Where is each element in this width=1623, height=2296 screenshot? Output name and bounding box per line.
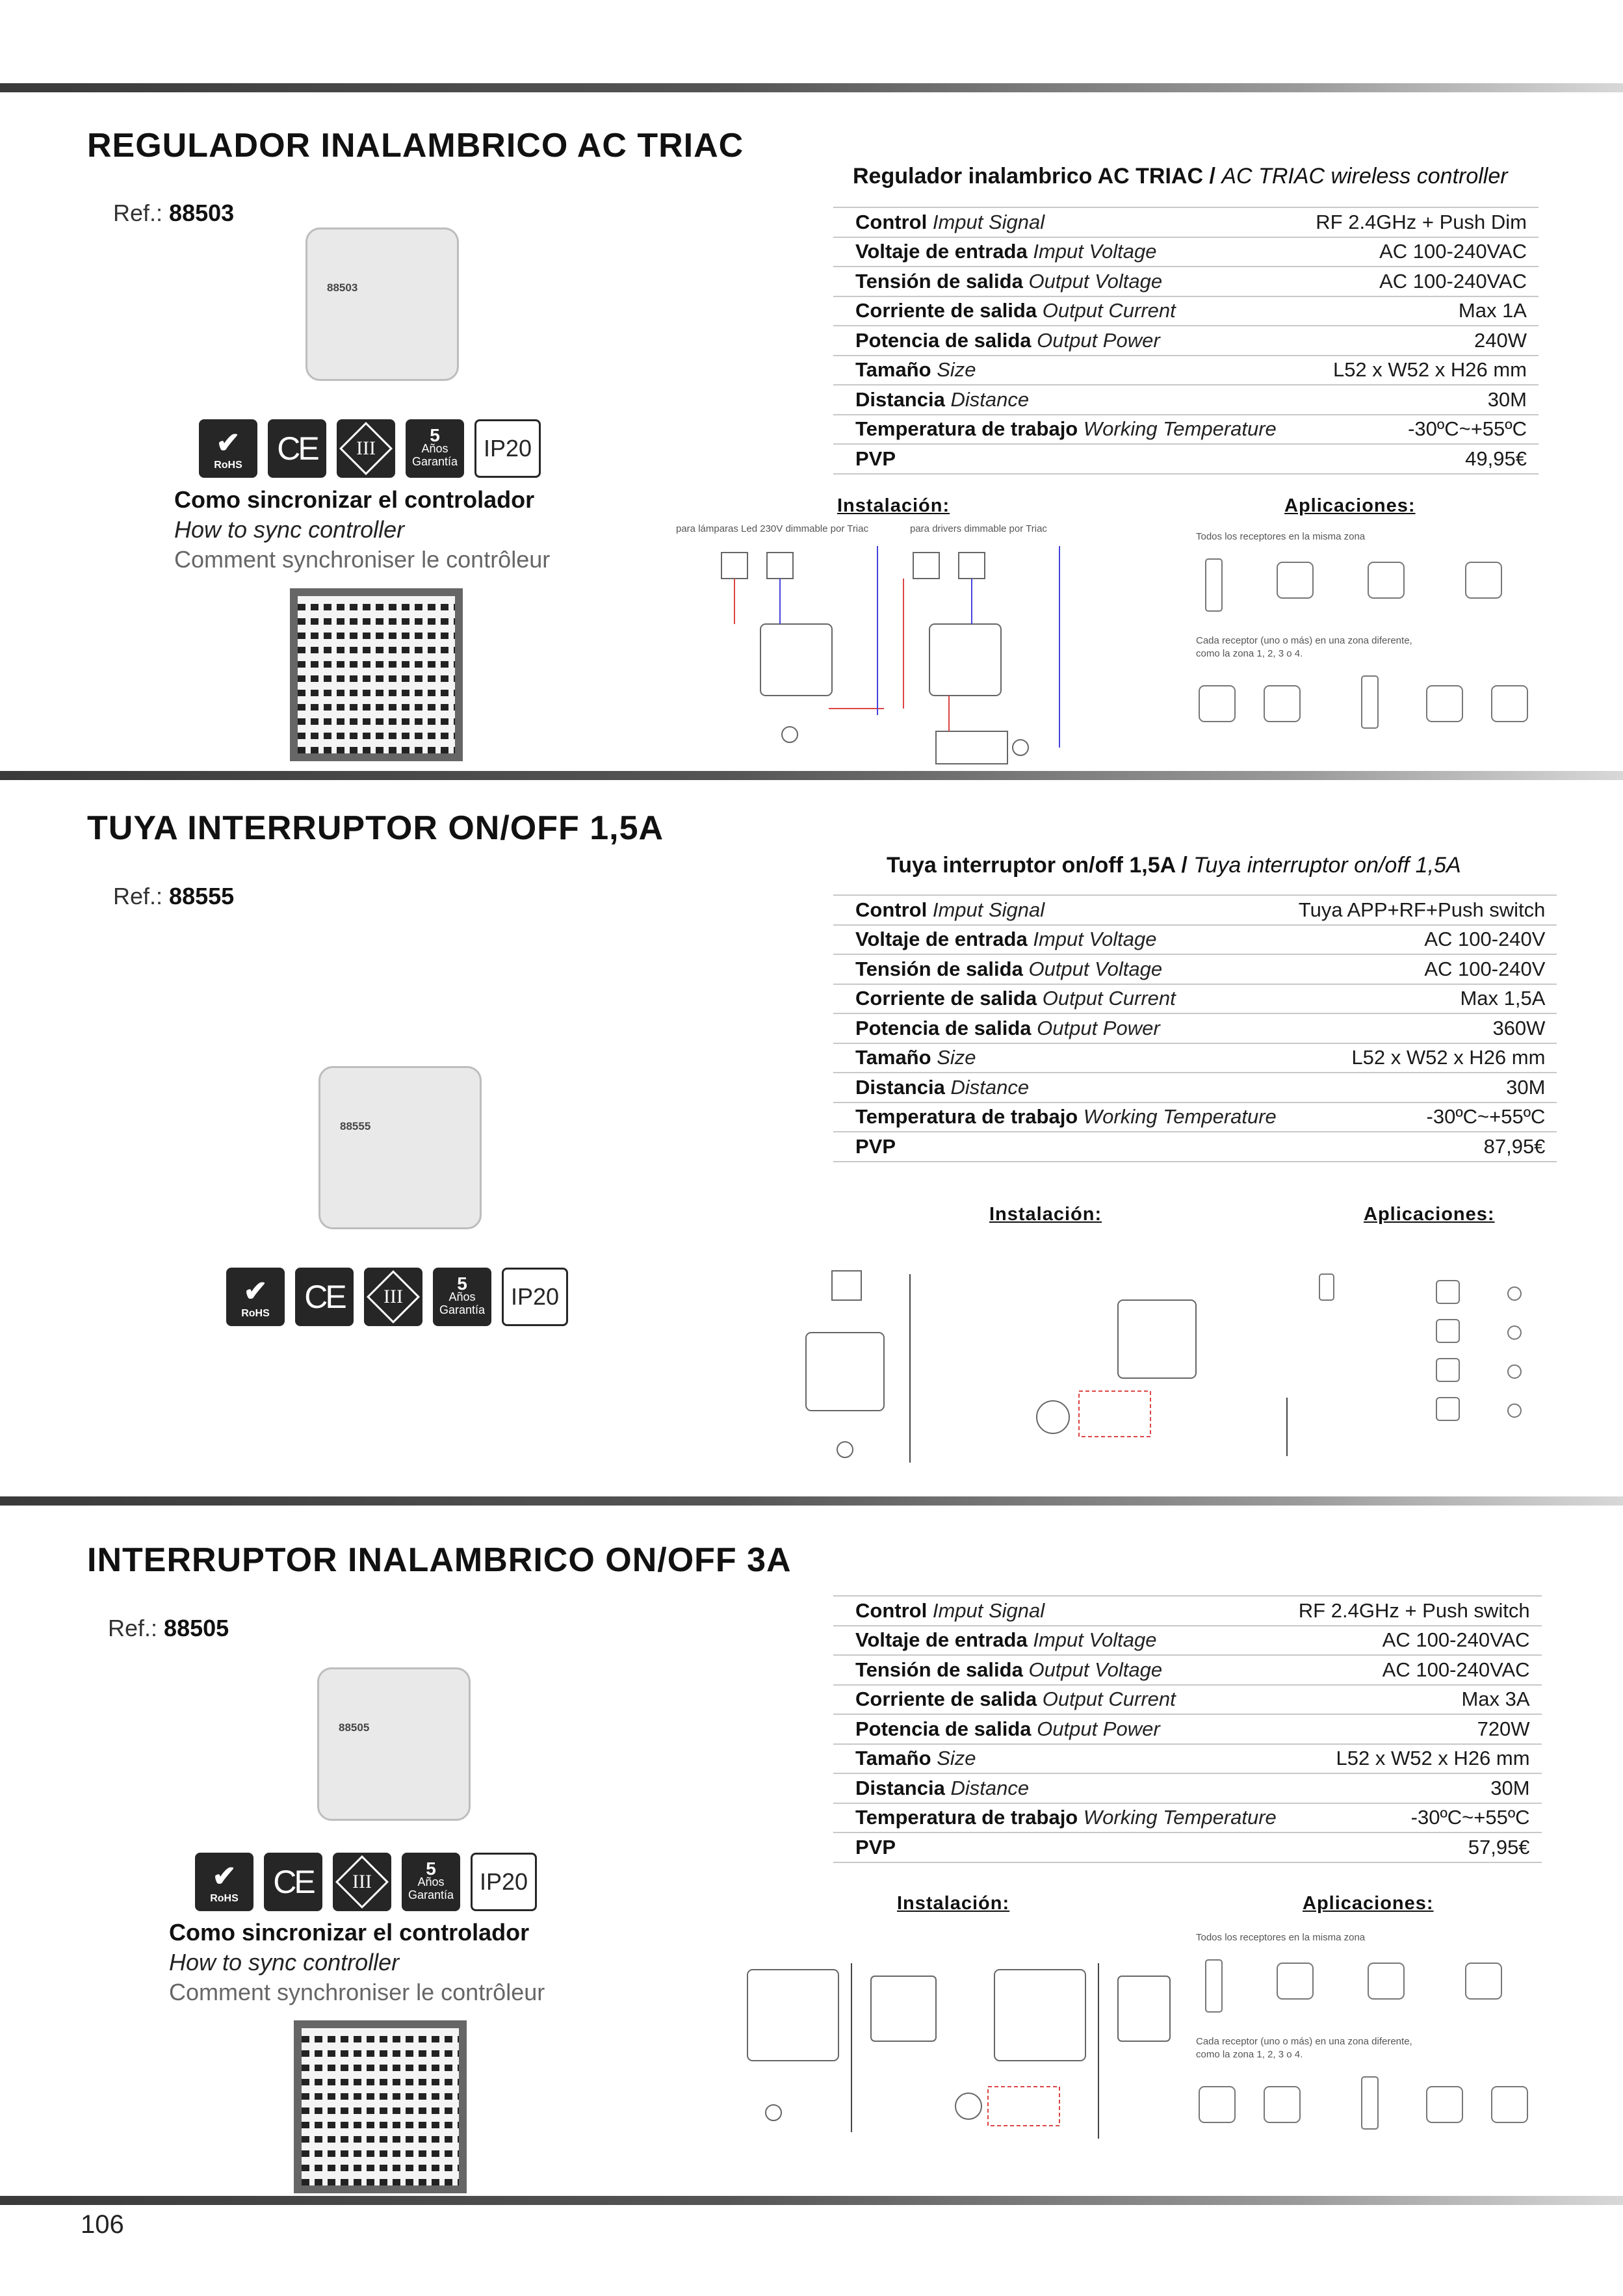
section-3-qr-code[interactable] — [294, 2020, 467, 2193]
section-1-spec-table — [833, 207, 1539, 475]
spec-row: Distancia Distance 30M — [833, 385, 1539, 415]
section-2-ref: Ref.: 88555 — [113, 883, 235, 909]
spec-row: Voltaje de entrada Imput Voltage AC 100-240V — [833, 925, 1557, 955]
warranty-badge: 5 Años Garantía — [402, 1853, 460, 1911]
product-label: 88555 — [340, 1120, 371, 1132]
ce-badge: CE — [268, 419, 326, 478]
spec-row: PVP 87,95€ — [833, 1132, 1557, 1162]
spec-row: Corriente de salida Output Current Max 1A — [833, 296, 1539, 326]
ce-badge: CE — [295, 1268, 354, 1326]
ip20-badge: IP20 — [474, 419, 541, 478]
section-2-spec-table — [833, 894, 1557, 1162]
app-note-3: como la zona 1, 2, 3 o 4. — [1196, 2049, 1303, 2060]
section-1-qr-code[interactable] — [290, 588, 463, 761]
spec-row: Temperatura de trabajo Working Temperature -30ºC~+55ºC — [833, 415, 1539, 445]
spec-row: Tamaño Size L52 x W52 x H26 mm — [833, 1043, 1557, 1073]
spec-row: Temperatura de trabajo Working Temperature -30ºC~+55ºC — [833, 1803, 1542, 1833]
footer-bar — [0, 2196, 1623, 2205]
app-note-3: como la zona 1, 2, 3 o 4. — [1196, 648, 1303, 659]
section-1-title: REGULADOR INALAMBRICO AC TRIAC — [87, 127, 744, 164]
spec-row: Tensión de salida Output Voltage AC 100-240VAC — [833, 267, 1539, 296]
section-2-bar — [0, 771, 1623, 780]
section-3-ref: Ref.: 88505 — [108, 1615, 229, 1641]
spec-row: PVP 49,95€ — [833, 444, 1539, 474]
page-number: 106 — [81, 2210, 124, 2239]
section-2-title: TUYA INTERRUPTOR ON/OFF 1,5A — [87, 809, 664, 847]
section-1-product-image — [305, 228, 459, 381]
top-bar — [0, 83, 1623, 92]
spec-row: Control Imput Signal RF 2.4GHz + Push Dim — [833, 207, 1539, 237]
section-3-bar — [0, 1496, 1623, 1506]
qr-pattern — [302, 2028, 459, 2185]
section-3-apps-label: Aplicaciones: — [1303, 1893, 1434, 1914]
ip20-badge: IP20 — [471, 1853, 537, 1911]
section-3-product-image — [317, 1667, 471, 1821]
diagram-note-1: para lámparas Led 230V dimmable por Triac — [676, 523, 868, 534]
section-2-product-image — [318, 1066, 482, 1229]
spec-row: Potencia de salida Output Power 240W — [833, 326, 1539, 356]
app-note-2: Cada receptor (uno o más) en una zona diferente, — [1196, 2036, 1412, 2047]
class-iii-badge: III — [364, 1268, 422, 1326]
section-1-install-diagram — [669, 520, 1085, 767]
rohs-badge: ✔ RoHS — [226, 1268, 285, 1326]
spec-row: Potencia de salida Output Power 720W — [833, 1714, 1542, 1744]
spec-row: Corriente de salida Output Current Max 1,5A — [833, 984, 1557, 1014]
qr-pattern — [298, 596, 455, 753]
spec-row: Tensión de salida Output Voltage AC 100-240VAC — [833, 1655, 1542, 1685]
section-1-apps-label: Aplicaciones: — [1284, 495, 1416, 516]
spec-row: Corriente de salida Output Current Max 3A — [833, 1685, 1542, 1715]
product-label: 88505 — [339, 1721, 370, 1734]
warranty-badge: 5 Años Garantía — [433, 1268, 491, 1326]
rohs-badge: ✔ RoHS — [195, 1853, 253, 1911]
section-3-spec-table — [833, 1595, 1542, 1863]
app-note-2: Cada receptor (uno o más) en una zona diferente, — [1196, 635, 1412, 646]
section-1-apps-diagram — [1193, 520, 1557, 767]
diagram-note-2: para drivers dimmable por Triac — [910, 523, 1047, 534]
spec-row: Tensión de salida Output Voltage AC 100-240V — [833, 954, 1557, 984]
section-3-install-label: Instalación: — [897, 1893, 1010, 1914]
section-1-ref: Ref.: 88503 — [113, 200, 235, 226]
section-2-spec-title: Tuya interruptor on/off 1,5A / Tuya interruptor on/off 1,5A — [887, 853, 1461, 878]
spec-row: Distancia Distance 30M — [833, 1073, 1557, 1102]
ip20-badge: IP20 — [502, 1268, 568, 1326]
section-3-badges — [195, 1853, 537, 1911]
product-label: 88503 — [327, 281, 358, 294]
section-3-sync: Como sincronizar el controlador How to sync controller Comment synchroniser le contrôleur — [169, 1919, 545, 2005]
spec-row: Potencia de salida Output Power 360W — [833, 1013, 1557, 1043]
class-iii-badge: III — [333, 1853, 391, 1911]
rohs-badge: ✔ RoHS — [199, 419, 257, 478]
section-1-badges — [199, 419, 541, 478]
section-1-sync: Como sincronizar el controlador How to sync controller Comment synchroniser le contrôleur — [174, 486, 551, 573]
spec-row: Control Imput Signal RF 2.4GHz + Push switch — [833, 1596, 1542, 1626]
section-3-install-diagram — [734, 1924, 1176, 2145]
app-note-1: Todos los receptores en la misma zona — [1196, 531, 1366, 542]
spec-row: Voltaje de entrada Imput Voltage AC 100-240VAC — [833, 1626, 1542, 1656]
spec-row: Temperatura de trabajo Working Temperature -30ºC~+55ºC — [833, 1102, 1557, 1132]
section-2-apps-label: Aplicaciones: — [1364, 1204, 1495, 1225]
section-3-title: INTERRUPTOR INALAMBRICO ON/OFF 3A — [87, 1541, 792, 1579]
section-2-apps-diagram — [1306, 1242, 1553, 1476]
section-2-install-label: Instalación: — [989, 1204, 1102, 1225]
class-iii-badge: III — [337, 419, 395, 478]
section-2-install-diagram — [780, 1248, 1339, 1476]
spec-row: Control Imput Signal Tuya APP+RF+Push switch — [833, 895, 1557, 925]
spec-row: Tamaño Size L52 x W52 x H26 mm — [833, 356, 1539, 385]
spec-row: Distancia Distance 30M — [833, 1773, 1542, 1803]
spec-row: Voltaje de entrada Imput Voltage AC 100-240VAC — [833, 237, 1539, 267]
app-note-1: Todos los receptores en la misma zona — [1196, 1932, 1366, 1943]
section-2-badges — [226, 1268, 568, 1326]
warranty-badge: 5 Años Garantía — [406, 419, 464, 478]
spec-row: PVP 57,95€ — [833, 1833, 1542, 1862]
ce-badge: CE — [264, 1853, 322, 1911]
section-1-install-label: Instalación: — [837, 495, 950, 516]
section-3-apps-diagram — [1193, 1921, 1557, 2168]
section-1-spec-title: Regulador inalambrico AC TRIAC / AC TRIAC wireless controller — [853, 164, 1508, 189]
spec-row: Tamaño Size L52 x W52 x H26 mm — [833, 1744, 1542, 1774]
